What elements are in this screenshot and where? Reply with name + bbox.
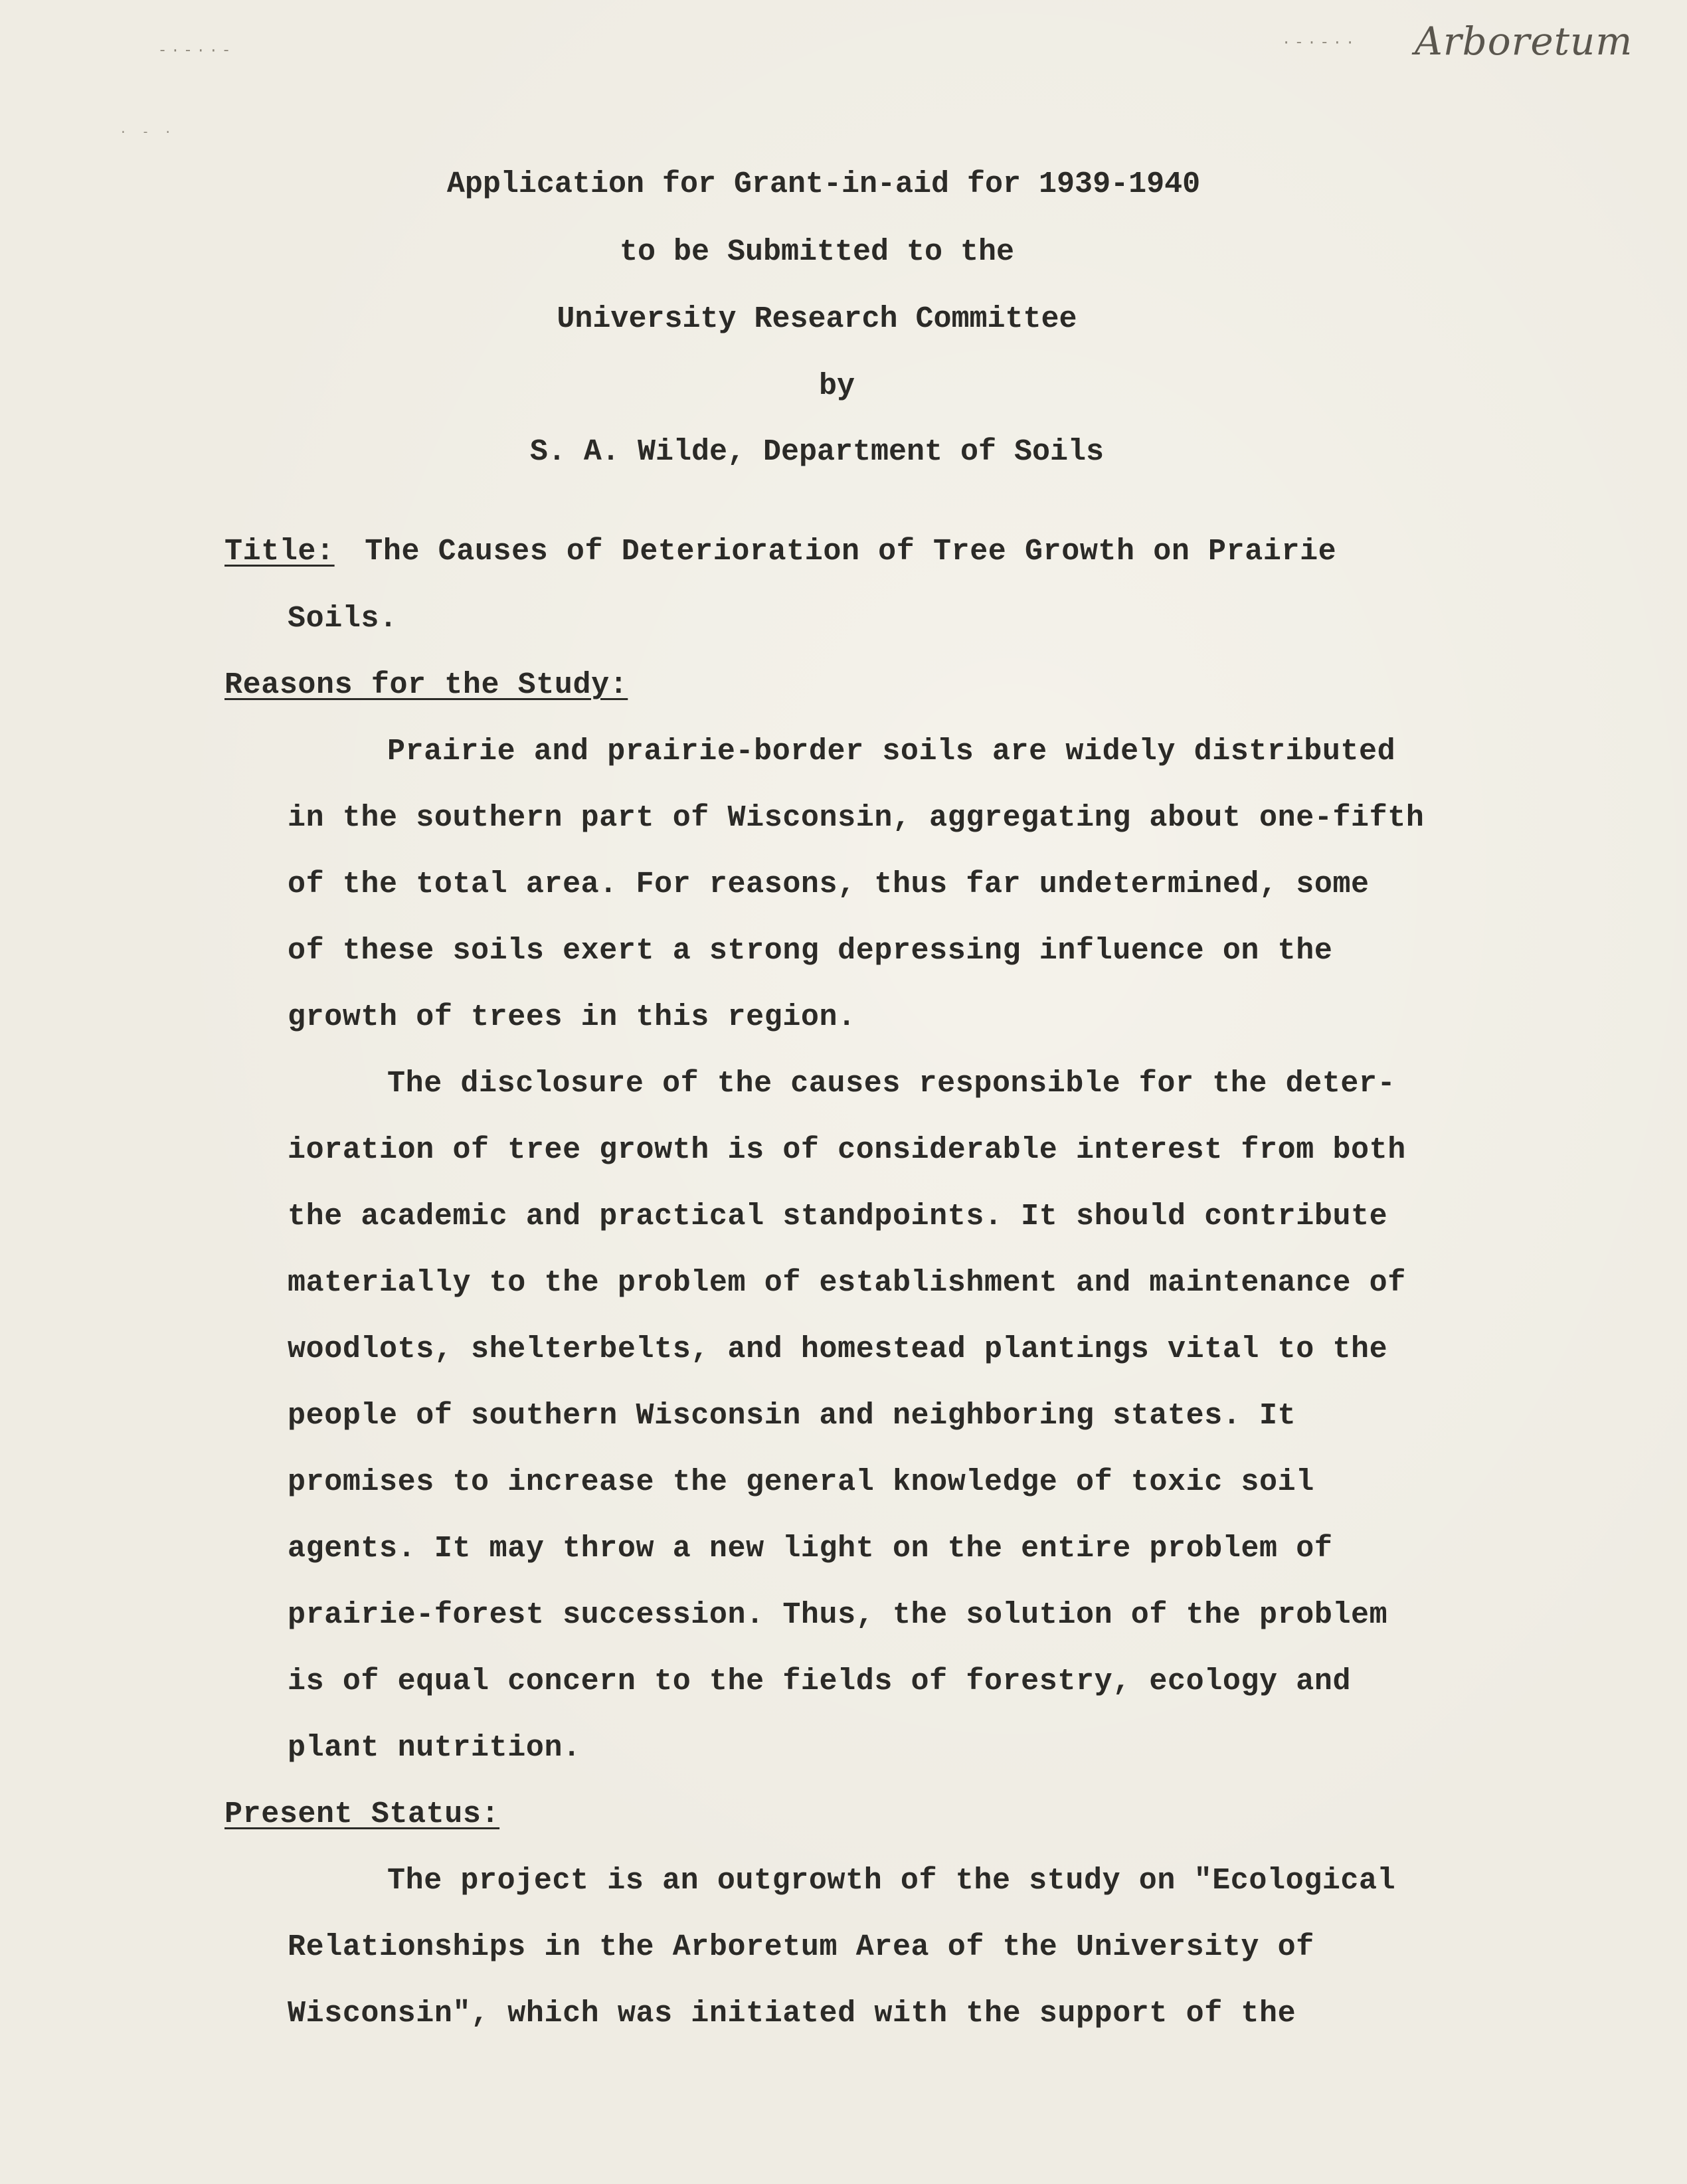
header-line-3: University Research Committee	[557, 302, 1077, 336]
title-label: Title:	[224, 535, 335, 569]
paragraph-line: materially to the problem of establishment and maintenance of	[288, 1266, 1406, 1300]
present-status-label: Present Status:	[224, 1797, 500, 1831]
paragraph-line: of these soils exert a strong depressing influence on the	[288, 934, 1333, 968]
margin-speck-marks: · - ·	[120, 126, 176, 139]
paragraph-line: The disclosure of the causes responsible for the deter-	[387, 1067, 1396, 1101]
paragraph-line: of the total area. For reasons, thus far undetermined, some	[288, 867, 1370, 901]
paragraph-line: promises to increase the general knowledge of toxic soil	[288, 1465, 1314, 1499]
margin-speck-marks: -·-··-	[158, 43, 235, 59]
paragraph-line: woodlots, shelterbelts, and homestead plantings vital to the	[288, 1332, 1388, 1366]
header-line-1: Application for Grant-in-aid for 1939-1940	[446, 167, 1201, 201]
title-line	[224, 535, 1336, 569]
paragraph-line: Prairie and prairie-border soils are widely distributed	[387, 735, 1396, 769]
paragraph-line: is of equal concern to the fields of forestry, ecology and	[288, 1665, 1352, 1698]
paragraph-line: Wisconsin", which was initiated with the support of the	[288, 1997, 1296, 2031]
header-line-4: by	[818, 369, 855, 403]
title-text-continuation: Soils.	[288, 602, 398, 636]
paragraph-line: people of southern Wisconsin and neighboring states. It	[288, 1399, 1296, 1433]
paragraph-line: agents. It may throw a new light on the entire problem of	[288, 1532, 1333, 1566]
title-text: The Causes of Deterioration of Tree Growth on Prairie	[365, 535, 1337, 569]
handwritten-annotation: Arboretum	[1415, 19, 1633, 64]
header-line-5: S. A. Wilde, Department of Soils	[529, 435, 1105, 469]
paragraph-line: the academic and practical standpoints. It should contribute	[288, 1200, 1388, 1233]
paragraph-line: prairie-forest succession. Thus, the solution of the problem	[288, 1598, 1388, 1632]
paragraph-line: plant nutrition.	[288, 1731, 581, 1765]
paragraph-line: Relationships in the Arboretum Area of the University of	[288, 1930, 1314, 1964]
paragraph-line: ioration of tree growth is of considerable interest from both	[288, 1133, 1406, 1167]
margin-speck-marks: ·-·-··	[1282, 35, 1359, 51]
paragraph-line: growth of trees in this region.	[288, 1000, 856, 1034]
header-line-2: to be Submitted to the	[619, 235, 1015, 269]
paragraph-line: in the southern part of Wisconsin, aggregating about one-fifth	[288, 801, 1425, 835]
reasons-label: Reasons for the Study:	[224, 668, 628, 702]
paragraph-line: The project is an outgrowth of the study on "Ecological	[387, 1864, 1396, 1898]
